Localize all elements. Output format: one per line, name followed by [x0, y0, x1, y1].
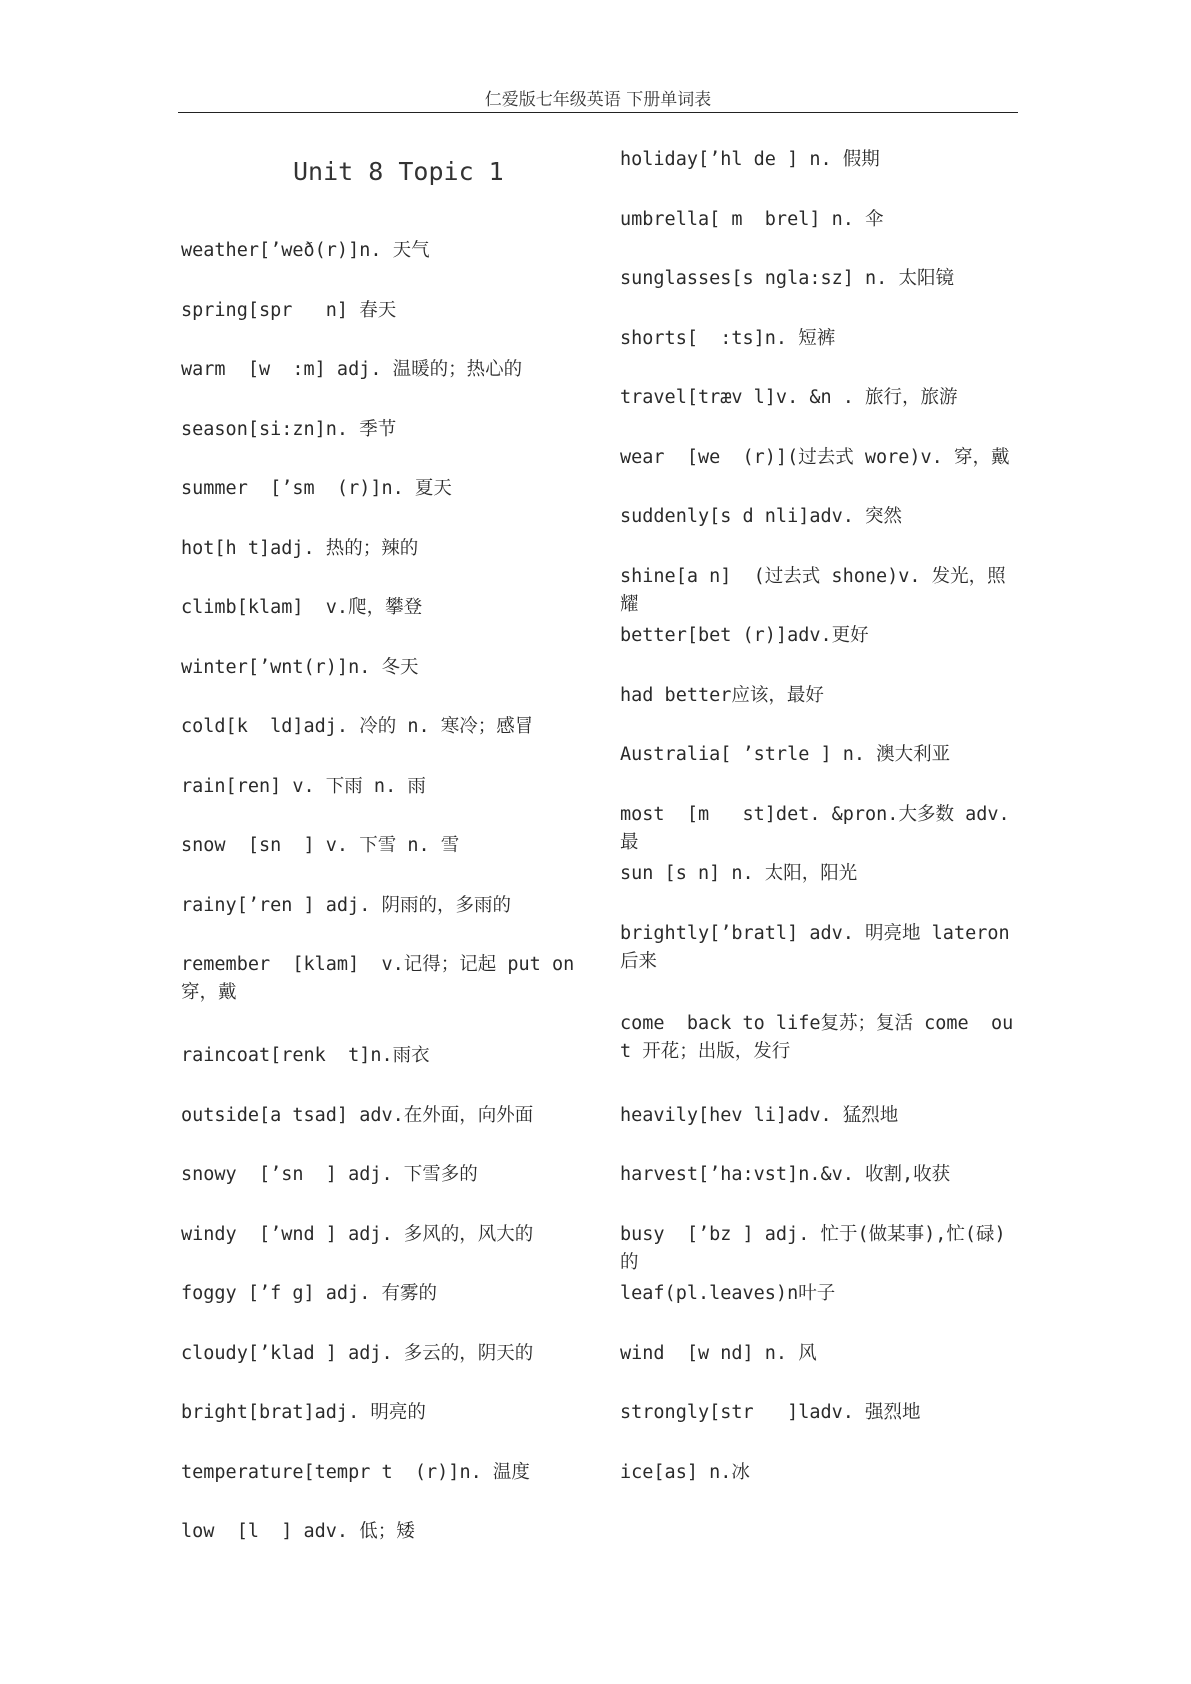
- vocab-entry: summer [’sm (r)]n. 夏天: [181, 478, 452, 499]
- vocab-entry: wear [we (r)](过去式 wore)v. 穿，戴: [620, 447, 1010, 468]
- vocab-entry: remember [klam] v.记得；记起 put on 穿，戴: [181, 954, 586, 1003]
- vocab-entry: travel[træv l]v. &n . 旅行，旅游: [620, 387, 958, 408]
- vocab-entry: hot[h t]adj. 热的；辣的: [181, 538, 419, 559]
- vocab-entry: outside[a tsad] adv.在外面，向外面: [181, 1105, 534, 1126]
- vocab-entry: come back to life复苏；复活 come out 开花；出版，发行: [620, 1013, 1014, 1062]
- vocab-entry: brightly[’bratl] adv. 明亮地 lateron 后来: [620, 923, 1021, 972]
- vocab-entry: shine[a n] (过去式 shone)v. 发光，照耀: [620, 566, 1006, 615]
- vocab-entry: umbrella[ m brel] n. 伞: [620, 209, 884, 230]
- vocab-entry: sun [s n] n. 太阳，阳光: [620, 863, 858, 884]
- vocab-entry: windy [’wnd ] adj. 多风的，风大的: [181, 1224, 534, 1245]
- unit-title: Unit 8 Topic 1: [293, 157, 504, 186]
- vocab-entry: sunglasses[s ngla:sz] n. 太阳镜: [620, 268, 954, 289]
- vocab-entry: Australia[ ’strle ] n. 澳大利亚: [620, 744, 951, 765]
- vocab-entry: low [l ] adv. 低；矮: [181, 1521, 415, 1542]
- vocab-entry: wind [w nd] n. 风: [620, 1343, 817, 1364]
- vocab-entry: leaf(pl.leaves)n叶子: [620, 1283, 836, 1304]
- vocab-entry: had better应该，最好: [620, 685, 824, 706]
- vocab-entry: weather[’weð(r)]n. 天气: [181, 240, 430, 261]
- vocab-entry: most [m st]det. &pron.大多数 adv.最: [620, 804, 1010, 853]
- vocab-entry: shorts[ :ts]n. 短裤: [620, 328, 836, 349]
- vocab-entry: cloudy[’klad ] adj. 多云的，阴天的: [181, 1343, 534, 1364]
- vocab-entry: holiday[’hl de ] n. 假期: [620, 149, 880, 170]
- vocab-entry: strongly[str ]ladv. 强烈地: [620, 1402, 921, 1423]
- vocab-entry: snowy [’sn ] adj. 下雪多的: [181, 1164, 478, 1185]
- vocab-entry: season[si:zn]n. 季节: [181, 419, 397, 440]
- page-header: 仁爱版七年级英语 下册单词表: [178, 88, 1018, 113]
- vocab-entry: winter[’wnt(r)]n. 冬天: [181, 657, 419, 678]
- vocab-entry: bright[brat]adj. 明亮的: [181, 1402, 426, 1423]
- vocab-entry: heavily[hev li]adv. 猛烈地: [620, 1105, 899, 1126]
- vocab-entry: climb[klam] v.爬，攀登: [181, 597, 423, 618]
- vocab-entry: better[bet (r)]adv.更好: [620, 625, 869, 646]
- vocab-entry: rainy[’ren ] adj. 阴雨的，多雨的: [181, 895, 511, 916]
- vocab-entry: ice[as] n.冰: [620, 1462, 750, 1483]
- vocab-entry: rain[ren] v. 下雨 n. 雨: [181, 776, 426, 797]
- vocab-entry: busy [’bz ] adj. 忙于(做某事),忙(碌)的: [620, 1224, 1006, 1273]
- vocab-entry: spring[spr n] 春天: [181, 300, 397, 321]
- vocab-entry: harvest[’ha:vst]n.&v. 收割,收获: [620, 1164, 951, 1185]
- vocab-entry: temperature[tempr t (r)]n. 温度: [181, 1462, 530, 1483]
- vocab-entry: warm [w :m] adj. 温暖的；热心的: [181, 359, 523, 380]
- vocab-entry: suddenly[s d nli]adv. 突然: [620, 506, 903, 527]
- vocab-entry: raincoat[renk t]n.雨衣: [181, 1045, 430, 1066]
- vocab-entry: snow [sn ] v. 下雪 n. 雪: [181, 835, 460, 856]
- vocab-entry: foggy [’f g] adj. 有雾的: [181, 1283, 437, 1304]
- vocab-entry: cold[k ld]adj. 冷的 n. 寒冷；感冒: [181, 716, 534, 737]
